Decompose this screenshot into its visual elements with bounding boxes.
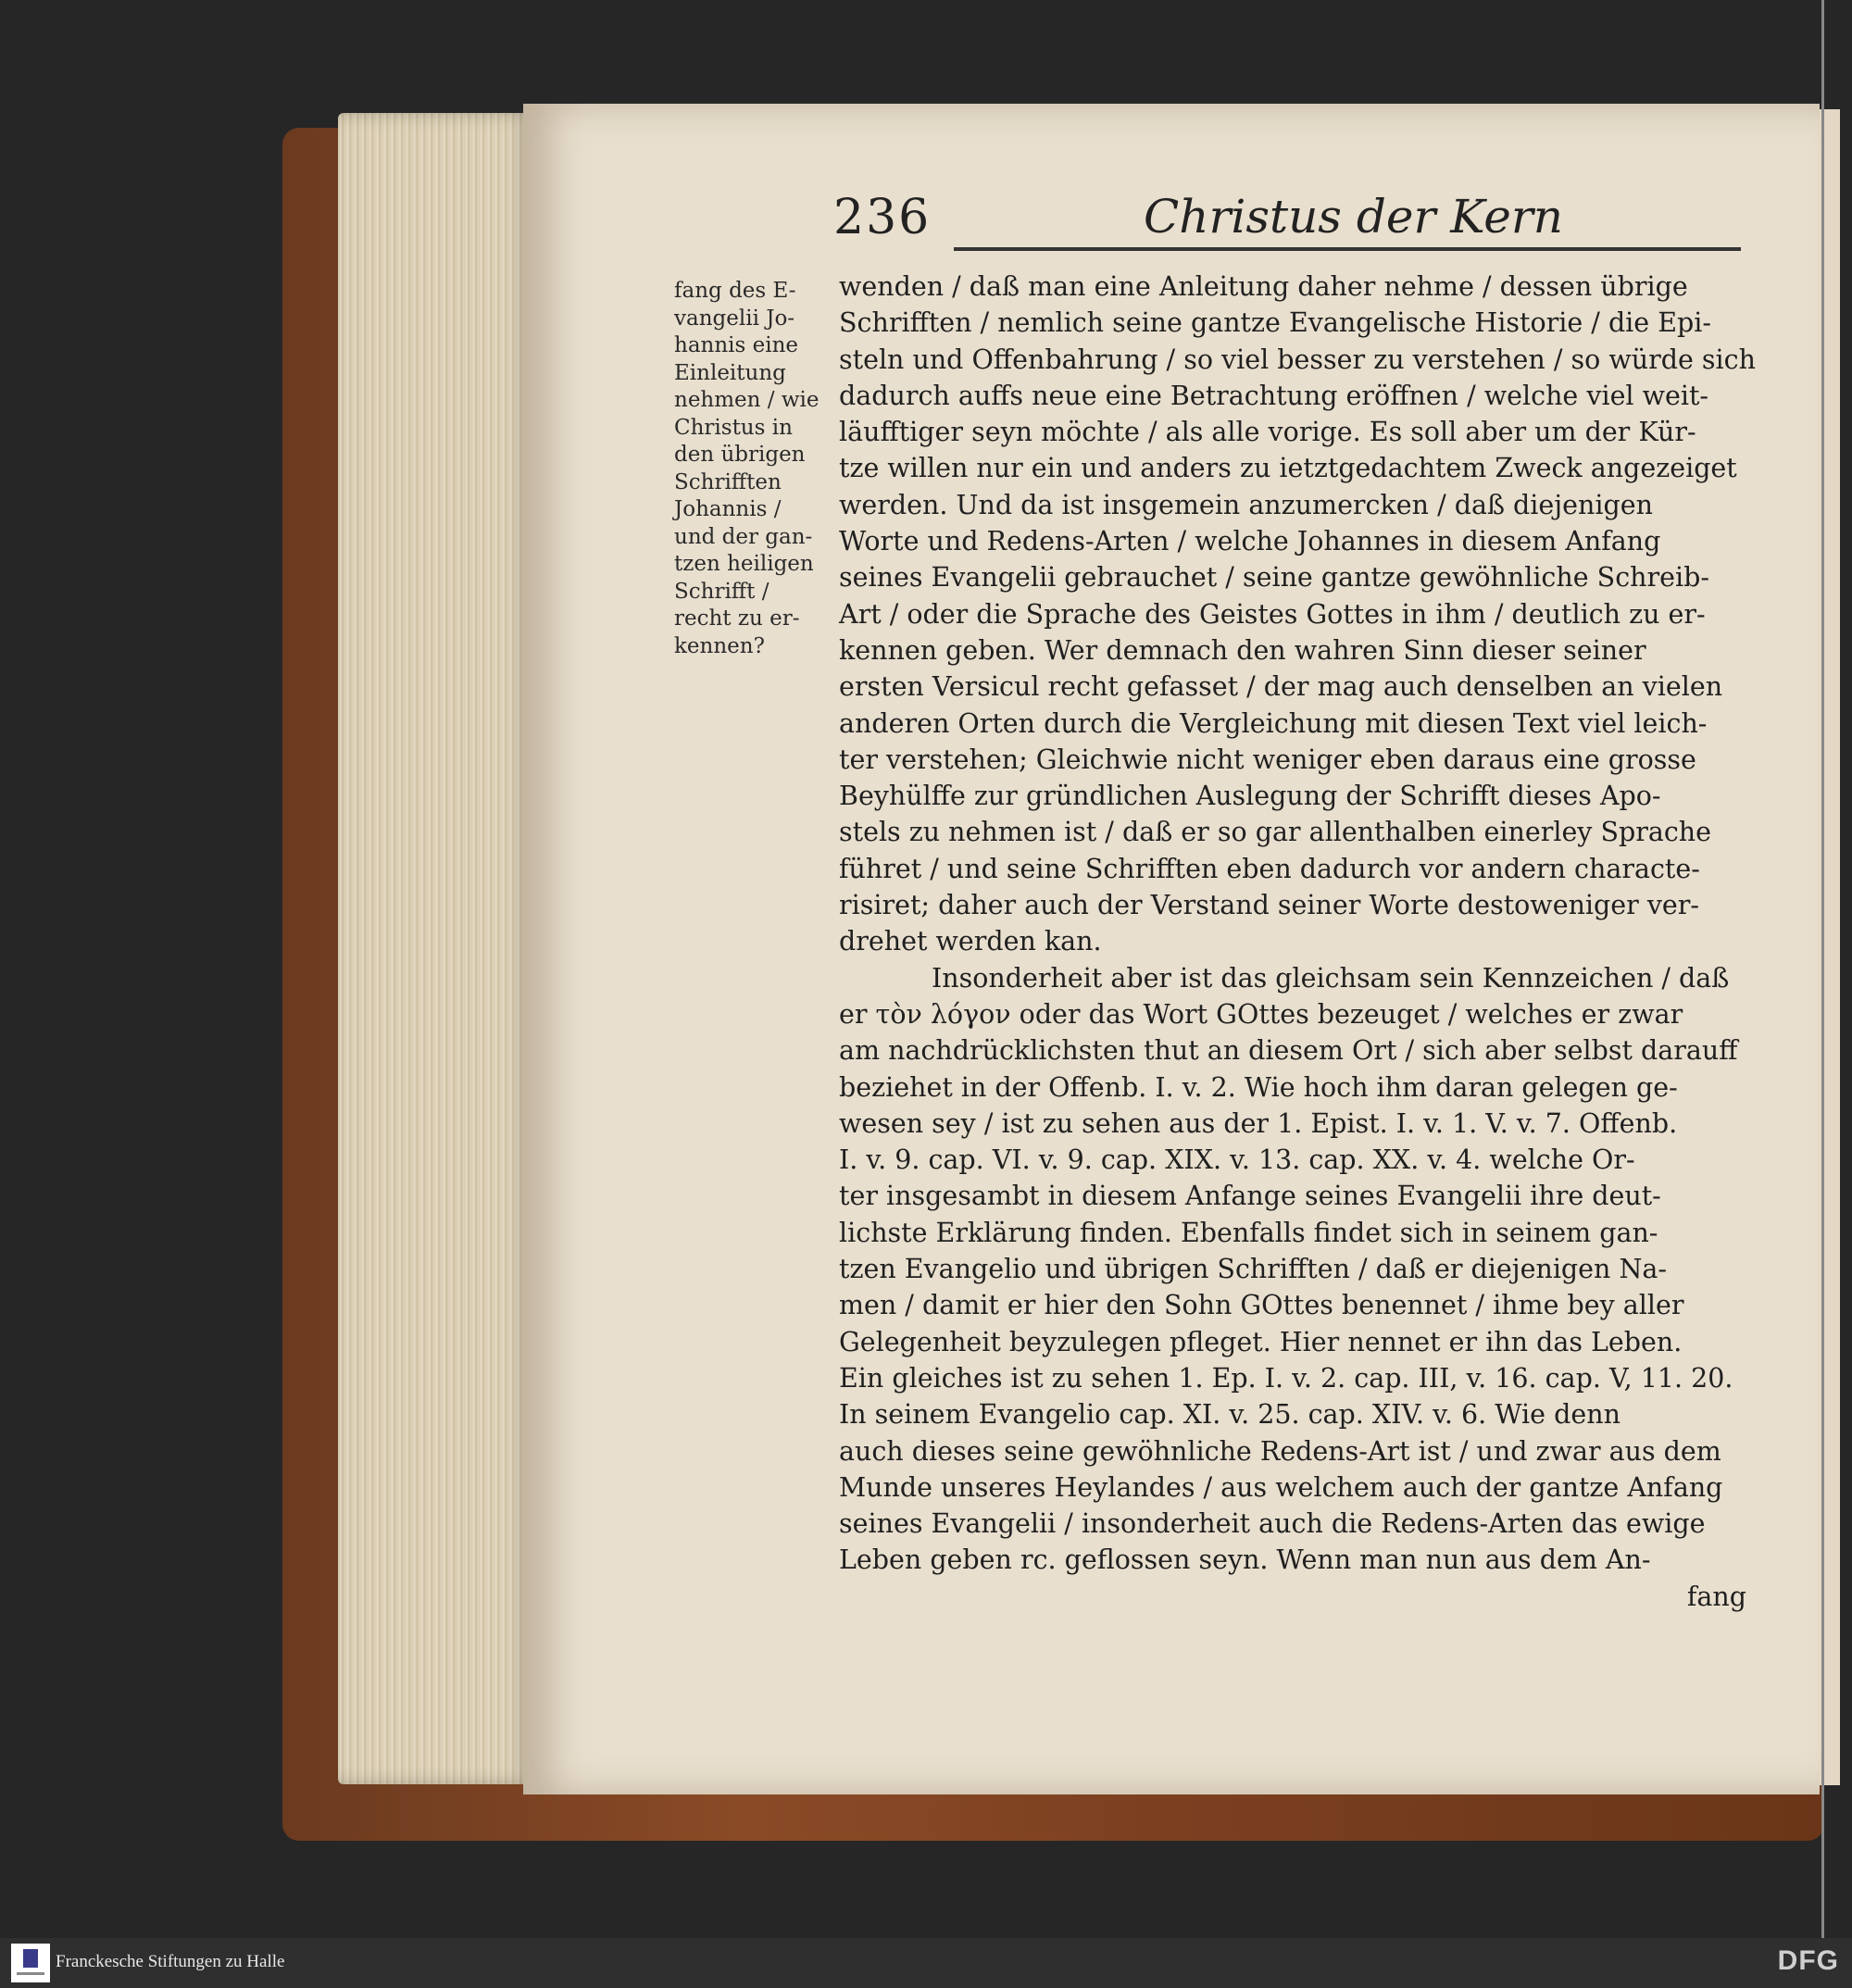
text-line: anderen Orten durch die Vergleichung mit diesen Text viel leich-: [839, 707, 1708, 739]
marginal-line: Schrifft /: [674, 579, 770, 604]
text-line: Schrifften / nemlich seine gantze Evangelische Historie / die Epi-: [839, 307, 1712, 339]
text-line: In seinem Evangelio cap. XI. v. 25. cap. XIV. v. 6. Wie denn: [839, 1399, 1620, 1431]
text-line: stels zu nehmen ist / daß er so gar allenthalben einerley Sprache: [839, 817, 1712, 848]
institution-logo-icon: [11, 1944, 50, 1982]
text-line: kennen geben. Wer demnach den wahren Sinn dieser seiner: [839, 634, 1646, 666]
marginal-line: Einleitung: [674, 360, 786, 385]
page-number: 236: [833, 190, 932, 245]
marginal-line: fang des E-: [674, 279, 796, 303]
text-line: steln und Offenbahrung / so viel besser zu verstehen / so würde sich: [839, 344, 1756, 375]
marginal-line: den übrigen: [674, 443, 806, 467]
marginal-line: tzen heiligen: [674, 552, 814, 576]
text-line: seines Evangelii gebrauchet / seine gantze gewöhnliche Schreib-: [839, 562, 1709, 594]
text-line: werden. Und da ist insgemein anzumercken / daß diejenigen: [839, 489, 1653, 520]
footer-bar: [0, 1938, 1852, 1988]
marginal-line: und der gan-: [674, 524, 813, 549]
marginal-line: hannis eine: [674, 333, 799, 357]
marginal-line: Christus in: [674, 415, 793, 440]
text-line: Leben geben rc. geflossen seyn. Wenn man nun aus dem An-: [839, 1544, 1651, 1576]
text-line: seines Evangelii / insonderheit auch die Redens-Arten das ewige: [839, 1508, 1706, 1540]
marginal-line: vangelii Jo-: [674, 306, 795, 331]
marginal-note: [674, 278, 832, 660]
text-line: I. v. 9. cap. VI. v. 9. cap. XIX. v. 13. cap. XX. v. 4. welche Or-: [839, 1144, 1635, 1176]
text-line: tze willen nur ein und anders zu ietztgedachtem Zweck angezeiget: [839, 453, 1737, 484]
text-line: wenden / daß man eine Anleitung daher nehme / dessen übrige: [839, 271, 1688, 302]
text-line: am nachdrücklichsten thut an diesem Ort / sich aber selbst darauff: [839, 1035, 1738, 1067]
text-line: Beyhülffe zur gründlichen Auslegung der Schrifft dieses Apo-: [839, 781, 1661, 812]
text-line: beziehet in der Offenb. I. v. 2. Wie hoch ihm daran gelegen ge-: [839, 1071, 1678, 1103]
text-line: lichste Erklärung finden. Ebenfalls findet sich in seinem gan-: [839, 1217, 1658, 1248]
text-line: er τὸν λόγον oder das Wort GOttes bezeuget / welches er zwar: [839, 998, 1683, 1030]
text-line: tzen Evangelio und übrigen Schrifften / daß er diejenigen Na-: [839, 1254, 1668, 1285]
marginal-line: Schrifften: [674, 469, 782, 494]
text-line: Munde unseres Heylandes / aus welchem auch der gantze Anfang: [839, 1471, 1723, 1503]
text-line: risiret; daher auch der Verstand seiner Worte destoweniger ver-: [839, 890, 1700, 921]
page-edges: [338, 113, 532, 1784]
text-line: ersten Versicul recht gefasset / der mag auch denselben an vielen: [839, 671, 1723, 703]
institution-name: Franckesche Stiftungen zu Halle: [56, 1952, 285, 1971]
marginal-line: Johannis /: [674, 497, 782, 521]
text-line: ter insgesambt in diesem Anfange seines Evangelii ihre deut-: [839, 1181, 1661, 1212]
text-line: Worte und Redens-Arten / welche Johannes in diesem Anfang: [839, 526, 1661, 557]
running-title: Christus der Kern: [1144, 190, 1563, 244]
marginal-line: recht zu er-: [674, 606, 800, 631]
text-line: drehet werden kan.: [839, 926, 1102, 957]
catchword: fang: [1686, 1581, 1746, 1612]
dfg-logo: DFG: [1777, 1945, 1839, 1976]
text-line: Insonderheit aber ist das gleichsam sein Kennzeichen / daß: [932, 962, 1730, 994]
text-line: men / damit er hier den Sohn GOttes benennet / ihme bey aller: [839, 1290, 1684, 1321]
text-line: wesen sey / ist zu sehen aus der 1. Epist. I. v. 1. V. v. 7. Offenb.: [839, 1107, 1678, 1139]
text-line: Art / oder die Sprache des Geistes Gottes in ihm / deutlich zu er-: [839, 598, 1706, 630]
text-line: läufftiger seyn möchte / als alle vorige. Es soll aber um der Kür-: [839, 417, 1696, 448]
text-line: ter verstehen; Gleichwie nicht weniger eben daraus eine grosse: [839, 744, 1696, 775]
body-text: [839, 269, 1756, 1615]
marginal-line: nehmen / wie: [674, 388, 820, 412]
header-rule: [954, 247, 1741, 251]
text-line: dadurch auffs neue eine Betrachtung eröffnen / welche viel weit-: [839, 380, 1709, 411]
marginal-line: kennen?: [674, 633, 765, 658]
text-line: Gelegenheit beyzulegen pfleget. Hier nennet er ihn das Leben.: [839, 1326, 1683, 1357]
text-line: Ein gleiches ist zu sehen 1. Ep. I. v. 2. cap. III, v. 16. cap. V, 11. 20.: [839, 1362, 1733, 1394]
text-line: führet / und seine Schrifften eben dadurch vor andern characte-: [839, 853, 1700, 884]
scan-clip-line: [1821, 0, 1824, 1938]
page-header: [833, 190, 1741, 255]
text-line: auch dieses seine gewöhnliche Redens-Art ist / und zwar aus dem: [839, 1435, 1721, 1467]
